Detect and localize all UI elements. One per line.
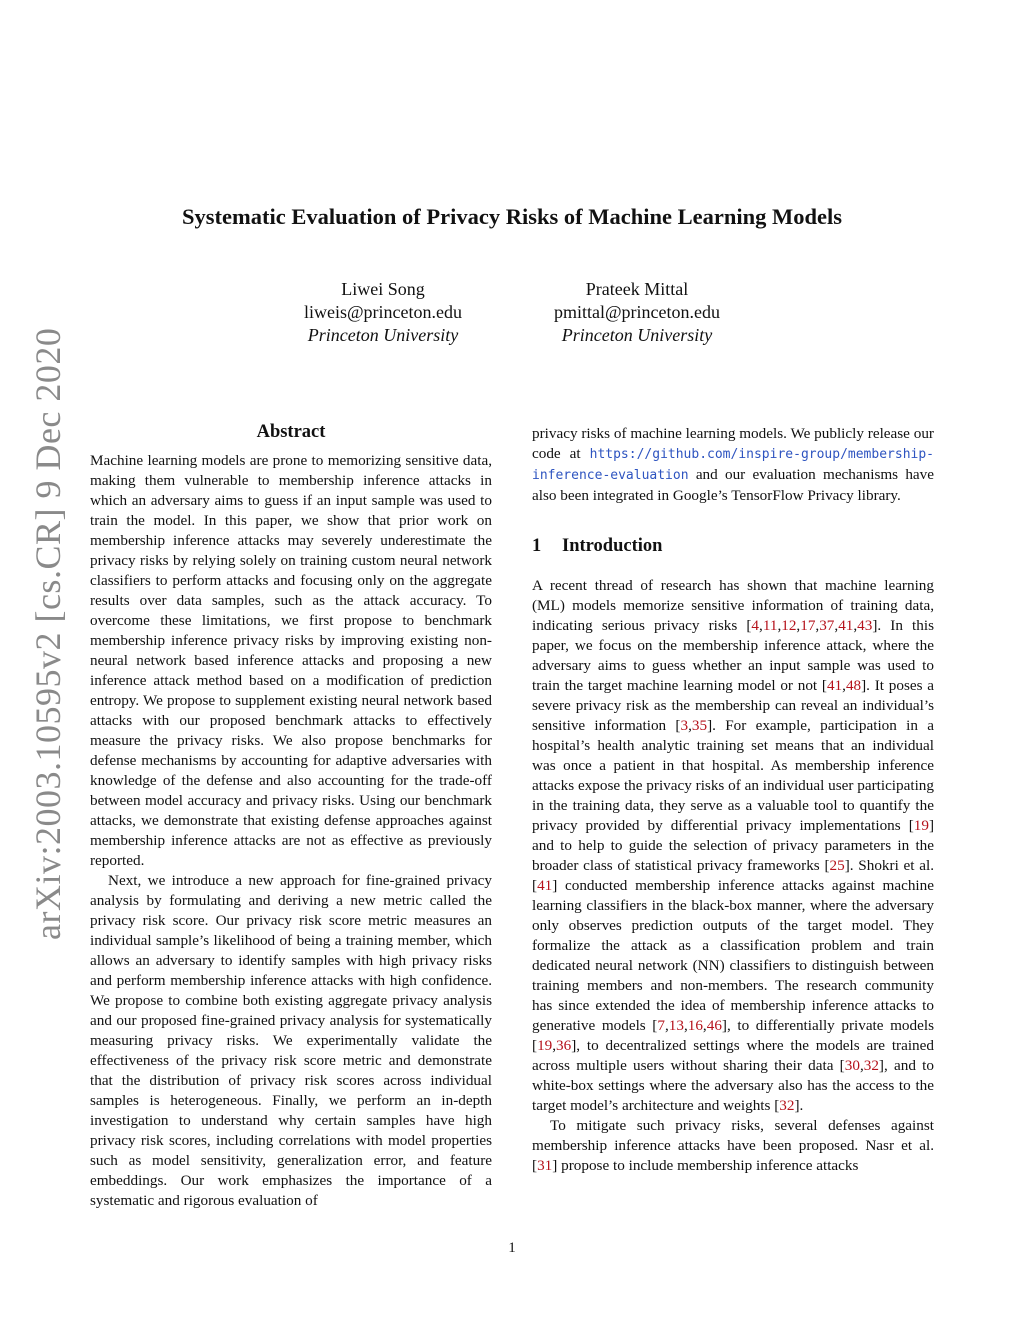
- citation-group: [914, 817, 929, 834]
- citation-link[interactable]: 13: [668, 1017, 684, 1034]
- text-run: ] propose to include membership inference attacks: [552, 1157, 859, 1174]
- text-run: ] conducted membership inference attacks against machine learning classifiers in the black-box manner, where the adversary only observes prediction outputs of the target model. They formalize the attack as a classification problem and train dedicated neural network (NN) classifiers to distinguish between training members and non-members. The research community has since extended the idea of membership inference attacks to generative models [: [532, 877, 934, 1034]
- citation-link[interactable]: 11: [762, 617, 778, 634]
- citation-link[interactable]: 25: [829, 857, 845, 874]
- citation-link[interactable]: 35: [691, 717, 708, 734]
- left-column: [90, 420, 492, 1211]
- text-run: A recent thread of research has shown that machine learning (ML) models memorize sensitive information of training data, indicating serious privacy risks [: [532, 577, 934, 634]
- section-title: Introduction: [562, 536, 663, 556]
- citation-group: [779, 1097, 794, 1114]
- citation-link[interactable]: 32: [863, 1057, 879, 1074]
- text-run: ], and to white-box settings where the adversary also has the access to the target model’s architecture and weights [: [532, 1057, 934, 1114]
- intro-paragraph: [532, 576, 934, 1116]
- author-affiliation: Princeton University: [561, 325, 713, 345]
- citation-link[interactable]: 32: [779, 1097, 795, 1114]
- citation-link[interactable]: 31: [537, 1157, 553, 1174]
- page-number: 1: [508, 1240, 516, 1256]
- text-run: ], to decentralized settings where the models are trained across multiple users without sharing their data [: [532, 1037, 934, 1074]
- author-name: Liwei Song: [341, 279, 425, 299]
- abstract-heading: Abstract: [256, 422, 326, 442]
- author-affiliation: Princeton University: [307, 325, 459, 345]
- paper-title: Systematic Evaluation of Privacy Risks of Machine Learning Models: [182, 204, 842, 229]
- citation-group: 3,35: [680, 717, 708, 734]
- citation-group: 30,32: [844, 1057, 879, 1074]
- citation-link[interactable]: 4: [751, 617, 760, 634]
- section-number: 1: [532, 536, 542, 556]
- citation-link[interactable]: 19: [537, 1037, 553, 1054]
- citation-link[interactable]: 48: [845, 677, 862, 694]
- abstract-cont-text: privacy risks of machine learning models. We publicly release our code at: [532, 425, 934, 462]
- citation-group: 4,11,12,17,37,41,43: [751, 617, 873, 634]
- citation-link[interactable]: 19: [913, 817, 929, 834]
- citation-link[interactable]: 17: [800, 617, 816, 634]
- text-run: To mitigate such privacy risks, several defenses against membership inference attacks have been proposed. Nasr et al. [: [532, 1117, 934, 1174]
- text-run: ], to differentially private models [: [532, 1017, 934, 1054]
- citation-link[interactable]: 36: [556, 1037, 572, 1054]
- citation-link[interactable]: 37: [819, 617, 835, 634]
- text-run: ]. It poses a severe privacy risk as the membership can reveal an individual’s sensitive information [: [532, 677, 934, 734]
- citation-link[interactable]: 16: [687, 1017, 703, 1034]
- text-run: ].: [794, 1097, 804, 1114]
- citation-link[interactable]: 43: [857, 617, 873, 634]
- citation-group: 41,48: [826, 677, 862, 694]
- citation-group: 19,36: [537, 1037, 572, 1054]
- arxiv-stamp: arXiv:2003.10595v2 [cs.CR] 9 Dec 2020: [28, 327, 68, 940]
- citation-group: 7,13,16,46: [657, 1017, 722, 1034]
- abstract-continuation: [532, 424, 934, 506]
- abstract-cont-text: and our evaluation mechanisms have also been integrated in Google’s TensorFlow Privacy library.: [532, 466, 935, 504]
- citation-link[interactable]: 41: [838, 617, 854, 634]
- text-run: ] and to help to guide the selection of privacy parameters in the broader class of statistical privacy frameworks [: [532, 817, 934, 874]
- author-email[interactable]: liweis@princeton.edu: [303, 302, 463, 322]
- citation-link[interactable]: 7: [657, 1017, 665, 1034]
- abstract-paragraph: Next, we introduce a new approach for fine-grained privacy analysis by formulating and deriving a new metric called the privacy risk score. Our privacy risk score metric measures an individual sample’s likelihood of being a training member, which allows an adversary to identify samples with high privacy risks and perform membership inference attacks with high confidence. We propose to combine both existing aggregate privacy analysis and our proposed fine-grained privacy analysis for systematically measuring privacy risks. We experimentally validate the effectiveness of the privacy risk score metric and demonstrate that the distribution of privacy risk scores across individual samples is heterogeneous. Finally, we perform an in-depth investigation to understand why certain samples have high privacy risk scores, including correlations with model properties such as model sensitivity, generalization error, and feature embeddings. Our work emphasizes the importance of a systematic and rigorous evaluation of: [90, 872, 492, 1209]
- author-name: Prateek Mittal: [585, 279, 689, 299]
- citation-group: [830, 857, 845, 874]
- intro-paragraph: [532, 1116, 934, 1176]
- right-column: [532, 424, 934, 1176]
- citation-group: [537, 877, 552, 894]
- abstract-paragraph: Machine learning models are prone to memorizing sensitive data, making them vulnerable to membership inference attacks in which an adversary aims to guess if an input sample was used to train the model. In this paper, we show that prior work on membership inference attacks may severely underestimate the privacy risks by relying solely on training custom neural network classifiers to perform attacks and focusing only on the aggregate results over data samples, such as the attack accuracy. To overcome these limitations, we first propose to benchmark membership inference privacy risks by improving existing non-neural network based inference attacks and proposing a new inference attack method based on a modification of prediction entropy. We propose to supplement existing neural network based attacks with our proposed benchmark attacks to effectively measure the privacy risks. We also propose benchmarks for defense mechanisms by accounting for adaptive adversaries with knowledge of the defense and also accounting for the trade-off between model accuracy and privacy risks. Using our benchmark attacks, we demonstrate that existing defense approaches against membership inference attacks are not as effective as previously reported.: [90, 452, 492, 869]
- author-block: [507, 278, 767, 347]
- author-block: [253, 278, 513, 347]
- citation-link[interactable]: 12: [781, 617, 797, 634]
- text-run: ]. Shokri et al. [: [532, 857, 935, 894]
- citation-link[interactable]: 46: [706, 1017, 722, 1034]
- text-run: ]. For example, participation in a hospital’s health analytic training set means that an individual was once a patient in that hospital. As membership inference attacks expose the privacy risks of an individual user participating in the training data, they serve as a valuable tool to quantify the privacy provided by differential privacy implementations [: [532, 717, 934, 834]
- citation-link[interactable]: 30: [844, 1057, 860, 1074]
- author-email[interactable]: pmittal@princeton.edu: [553, 302, 721, 322]
- citation-link[interactable]: 41: [537, 877, 553, 894]
- code-link[interactable]: https://github.com/inspire-group/membership-inference-evaluation: [532, 447, 934, 483]
- citation-link[interactable]: 41: [826, 677, 843, 694]
- section-heading: [532, 534, 934, 558]
- citation-link[interactable]: 3: [680, 717, 689, 734]
- citation-group: [537, 1157, 552, 1174]
- text-run: ]. In this paper, we focus on the membership inference attack, where the adversary aims to guess whether an input sample was used to train the target machine learning model or not [: [532, 617, 934, 694]
